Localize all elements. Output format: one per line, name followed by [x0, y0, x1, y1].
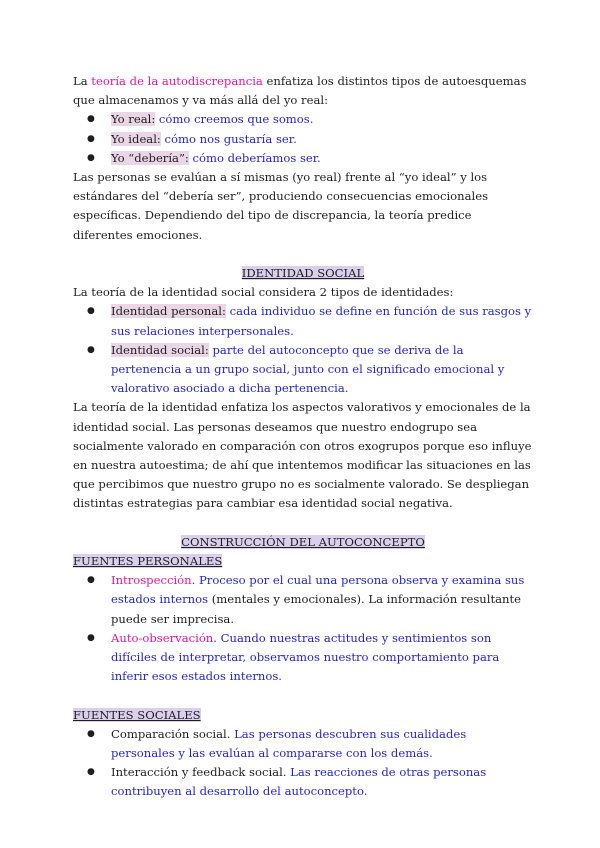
list-item: ● Identidad social: parte del autoconcepto que se deriva de la pertenencia a un grupo social, junto con el significado emocional y valorativo asociado a dicha pertenencia.	[73, 341, 533, 399]
list-item: ● Yo ideal: cómo nos gustaría ser.	[73, 130, 533, 149]
autodiscrepancy-term: teoría de la autodiscrepancia	[91, 74, 263, 88]
personal-sources-list	[73, 571, 533, 686]
self-types-list	[73, 110, 533, 168]
list-item: ● Yo “debería”: cómo deberíamos ser.	[73, 149, 533, 168]
autodiscrepancy-paragraph: Las personas se evalúan a sí mismas (yo real) frente al “yo ideal” y los estándares del “debería ser”, produciendo consecuencias emocionales específicas. Dependiendo del tipo de discrepancia, la teoría predice diferentes emociones.	[73, 170, 489, 242]
list-item: ● Yo real: cómo creemos que somos.	[73, 110, 533, 129]
autodiscrepancy-intro: La teoría de la autodiscrepancia enfatiza los distintos tipos de autoesquemas que almacenamos y va más allá del yo real:	[73, 74, 527, 108]
social-sources-list	[73, 725, 533, 802]
social-identity-paragraph: La teoría de la identidad enfatiza los aspectos valorativos y emocionales de la identidad social. Las personas deseamos que nuestro endogrupo sea socialmente valorado en comparación con otros exogrupos porque eso influye en nuestra autoestima; de ahí que intentemos modificar las situaciones en las que percibimos que nuestro grupo no es socialmente valorado. Se despliegan distintas estrategias para cambiar esa identidad social negativa.	[73, 400, 532, 511]
list-item: ● Introspección. Proceso por el cual una persona observa y examina sus estados internos (mentales y emocionales). La información resultante puede ser imprecisa.	[73, 571, 533, 629]
social-identity-intro: La teoría de la identidad social considera 2 tipos de identidades:	[73, 285, 454, 300]
list-item: ● Comparación social. Las personas descubren sus cualidades personales y las evalúan al compararse con los demás.	[73, 725, 533, 763]
document-content	[73, 72, 533, 802]
list-item: ● Identidad personal: cada individuo se define en función de sus rasgos y sus relaciones interpersonales.	[73, 302, 533, 340]
self-concept-heading: CONSTRUCCIÓN DEL AUTOCONCEPTO	[181, 534, 425, 549]
list-item: ● Interacción y feedback social. Las reacciones de otras personas contribuyen al desarrollo del autoconcepto.	[73, 763, 533, 801]
list-item: ● Auto-observación. Cuando nuestras actitudes y sentimientos son difíciles de interpretar, observamos nuestro comportamiento para inferir esos estados internos.	[73, 629, 533, 687]
social-sources-heading: FUENTES SOCIALES	[73, 707, 201, 722]
identity-types-list	[73, 302, 533, 398]
personal-sources-heading: FUENTES PERSONALES	[73, 554, 223, 569]
social-identity-heading: IDENTIDAD SOCIAL	[241, 266, 365, 281]
